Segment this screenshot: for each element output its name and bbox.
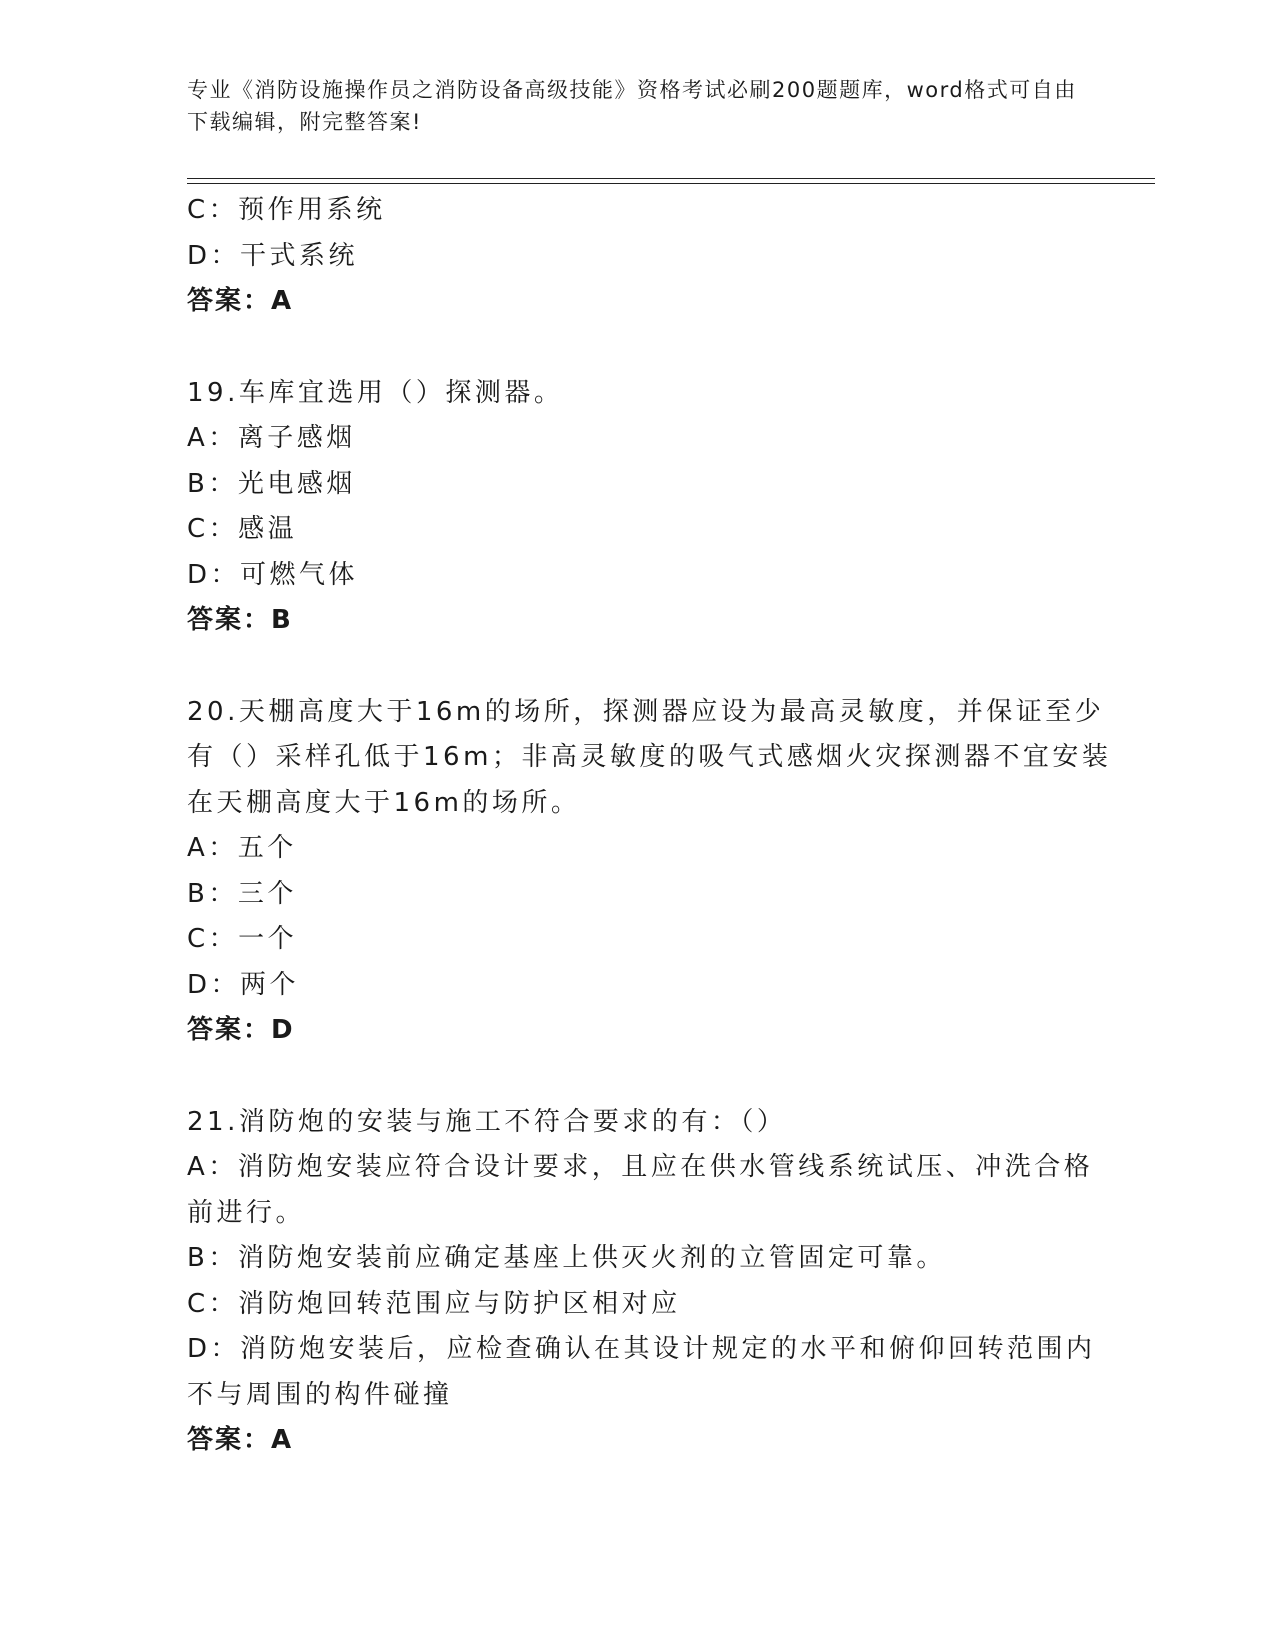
answer-line: 答案：A bbox=[187, 286, 294, 316]
spacer bbox=[187, 325, 1087, 371]
option-b: B：三个 bbox=[187, 878, 297, 909]
option-d-line-1: D：消防炮安装后，应检查确认在其设计规定的水平和俯仰回转范围内 bbox=[187, 1334, 1096, 1364]
question-stem: 21.消防炮的安装与施工不符合要求的有：（） bbox=[187, 1106, 787, 1137]
spacer bbox=[187, 1054, 1087, 1100]
answer-line: 答案：B bbox=[187, 605, 293, 635]
spacer bbox=[187, 644, 1087, 690]
question-stem-line-2: 有（）采样孔低于16m；非高灵敏度的吸气式感烟火灾探测器不宜安装 bbox=[187, 742, 1112, 772]
question-19 bbox=[187, 371, 1087, 644]
option-b: B：光电感烟 bbox=[187, 468, 356, 499]
question-20 bbox=[187, 690, 1112, 1054]
option-c: C：预作用系统 bbox=[187, 195, 386, 225]
option-d: D：干式系统 bbox=[187, 240, 359, 271]
option-c: C：感温 bbox=[187, 514, 298, 544]
question-21 bbox=[187, 1100, 1096, 1464]
option-d: D：可燃气体 bbox=[187, 559, 359, 590]
option-a-line-1: A：消防炮安装应符合设计要求，且应在供水管线系统试压、冲洗合格 bbox=[187, 1152, 1094, 1182]
question-content bbox=[187, 188, 1112, 1464]
header-divider bbox=[187, 178, 1155, 184]
answer-line: 答案：A bbox=[187, 1425, 294, 1455]
option-a: A：五个 bbox=[187, 833, 297, 863]
answer-line: 答案：D bbox=[187, 1015, 295, 1045]
option-d-line-2: 不与周围的构件碰撞 bbox=[187, 1379, 453, 1410]
option-d: D：两个 bbox=[187, 969, 300, 1000]
option-c: C：消防炮回转范围应与防护区相对应 bbox=[187, 1288, 681, 1319]
question-stem-line-1: 20.天棚高度大于16m的场所，探测器应设为最高灵敏度，并保证至少 bbox=[187, 696, 1105, 727]
option-c: C：一个 bbox=[187, 924, 298, 954]
document-header: 专业《消防设施操作员之消防设备高级技能》资格考试必刷200题题库，word格式可自由下载编辑，附完整答案! bbox=[187, 78, 1077, 134]
question-stem-line-3: 在天棚高度大于16m的场所。 bbox=[187, 787, 581, 818]
option-a: A：离子感烟 bbox=[187, 423, 356, 453]
question-stem: 19.车库宜选用（）探测器。 bbox=[187, 377, 564, 408]
option-a-line-2: 前进行。 bbox=[187, 1197, 306, 1228]
option-b: B：消防炮安装前应确定基座上供灭火剂的立管固定可靠。 bbox=[187, 1243, 946, 1273]
